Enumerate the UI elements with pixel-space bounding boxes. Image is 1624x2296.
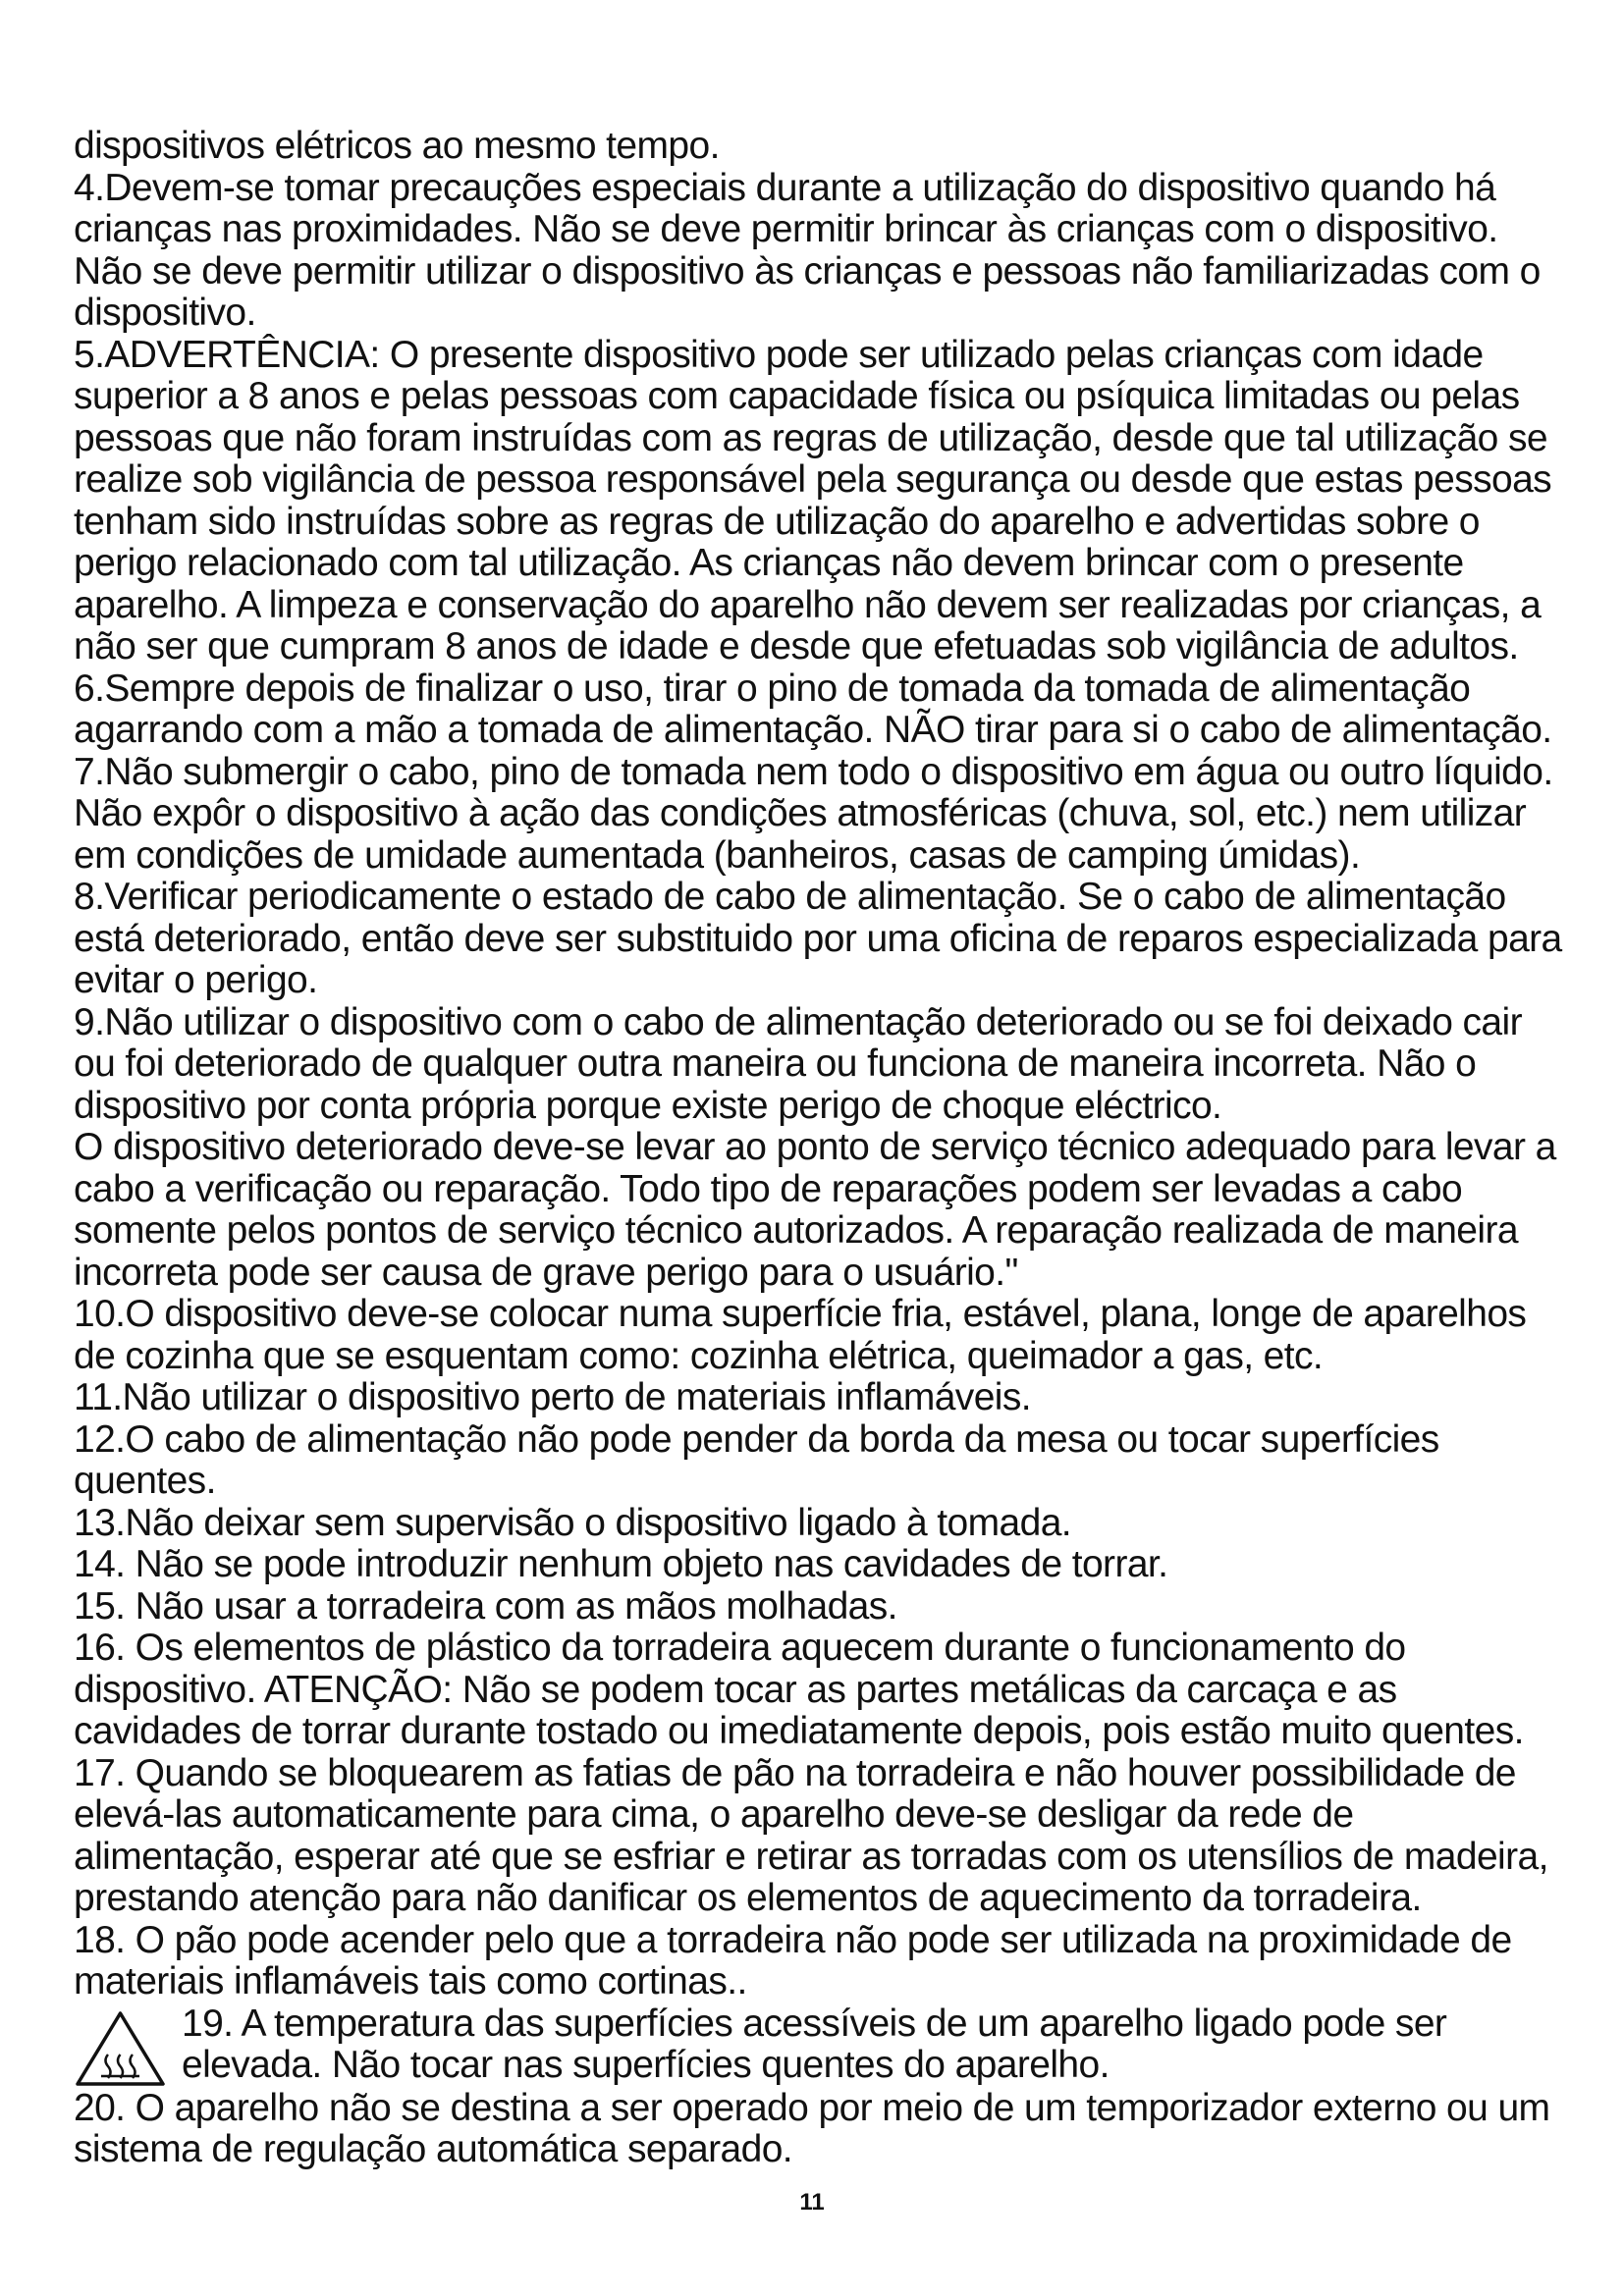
safety-item-6: 6.Sempre depois de finalizar o uso, tirar o pino de tomada da tomada de alimentação agarrando com a mão a tomada de alimentação. NÃO tirar para si o cabo de alimentação. — [74, 667, 1552, 751]
paragraph-continuation: dispositivos elétricos ao mesmo tempo. — [74, 125, 720, 167]
safety-item-4: 4.Devem-se tomar precauções especiais durante a utilização do dispositivo quando há crianças nas proximidades. Não se deve permitir brincar às crianças com o dispositivo. Não se deve permitir utilizar o dispositivo às crianças e pessoas não familiarizadas com o dispositivo. — [74, 166, 1541, 334]
safety-item-13: 13.Não deixar sem supervisão o dispositivo ligado à tomada. — [74, 1501, 1072, 1544]
safety-item-17: 17. Quando se bloquearem as fatias de pão na torradeira e não houver possibilidade de elevá-las automaticamente para cima, o aparelho deve-se desligar da rede de alimentação, esperar até que se esfriar e retirar as torradas com os utensílios de madeira, prestando atenção para não danificar os elementos de aquecimento da torradeira. — [74, 1751, 1548, 1919]
safety-item-19: 19. A temperatura das superfícies acessíveis de um aparelho ligado pode ser elevada. Não tocar nas superfícies quentes do aparelho. — [182, 2002, 1447, 2086]
safety-item-15: 15. Não usar a torradeira com as mãos molhadas. — [74, 1584, 897, 1628]
manual-page-body — [74, 126, 1566, 2171]
safety-item-16: 16. Os elementos de plástico da torradeira aquecem durante o funcionamento do dispositivo. ATENÇÃO: Não se podem tocar as partes metálicas da carcaça e as cavidades de torrar durante tostado ou imediatamente depois, pois estão muito quentes. — [74, 1627, 1524, 1752]
safety-item-10: 10.O dispositivo deve-se colocar numa superfície fria, estável, plana, longe de aparelhos de cozinha que se esquentam como: cozinha elétrica, queimador a gas, etc. — [74, 1293, 1527, 1377]
safety-item-18: 18. O pão pode acender pelo que a torradeira não pode ser utilizada na proximidade de materiais inflamáveis tais como cortinas.. — [74, 1918, 1512, 2002]
safety-item-19-row — [74, 2003, 1566, 2088]
safety-item-5: 5.ADVERTÊNCIA: O presente dispositivo pode ser utilizado pelas crianças com idade superior a 8 anos e pelas pessoas com capacidade física ou psíquica limitadas ou pelas pessoas que não foram instruídas com as regras de utilização, desde que tal utilização se realize sob vigilância de pessoa responsável pela segurança ou desde que estas pessoas tenham sido instruídas sobre as regras de utilização do aparelho e advertidas sobre o perigo relacionado com tal utilização. As crianças não devem brincar com o presente aparelho. A limpeza e conservação do aparelho não devem ser realizadas por crianças, a não ser que cumpram 8 anos de idade e desde que efetuadas sob vigilância de adultos. — [74, 333, 1552, 667]
safety-item-11: 11.Não utilizar o dispositivo perto de materiais inflamáveis. — [74, 1376, 1031, 1418]
safety-item-12: 12.O cabo de alimentação não pode pender da borda da mesa ou tocar superfícies quentes. — [74, 1417, 1439, 1502]
page-number: 11 — [799, 2189, 825, 2216]
safety-item-9-continued: O dispositivo deteriorado deve-se levar ao ponto de serviço técnico adequado para levar a cabo a verificação ou reparação. Todo tipo de reparações podem ser levadas a cabo somente pelos pontos de serviço técnico autorizados. A reparação realizada de maneira incorreta pode ser causa de grave perigo para o usuário." — [74, 1126, 1556, 1294]
safety-item-9: 9.Não utilizar o dispositivo com o cabo de alimentação deteriorado ou se foi deixado cair ou foi deteriorado de qualquer outra maneira ou funciona de maneira incorreta. Não o dispositivo por conta própria porque existe perigo de choque eléctrico. — [74, 1000, 1522, 1127]
safety-item-7: 7.Não submergir o cabo, pino de tomada nem todo o dispositivo em água ou outro líquido. Não expôr o dispositivo à ação das condições atmosféricas (chuva, sol, etc.) nem utilizar em condições de umidade aumentada (banheiros, casas de camping úmidas). — [74, 750, 1553, 877]
safety-item-8: 8.Verificar periodicamente o estado de cabo de alimentação. Se o cabo de alimentação está deteriorado, então deve ser substituido por uma oficina de reparos especializada para evitar o perigo. — [74, 876, 1562, 1001]
safety-item-20: 20. O aparelho não se destina a ser operado por meio de um temporizador externo ou um sistema de regulação automática separado. — [74, 2086, 1550, 2170]
safety-item-14: 14. Não se pode introduzir nenhum objeto nas cavidades de torrar. — [74, 1543, 1168, 1585]
hot-surface-warning-icon — [74, 2009, 167, 2088]
